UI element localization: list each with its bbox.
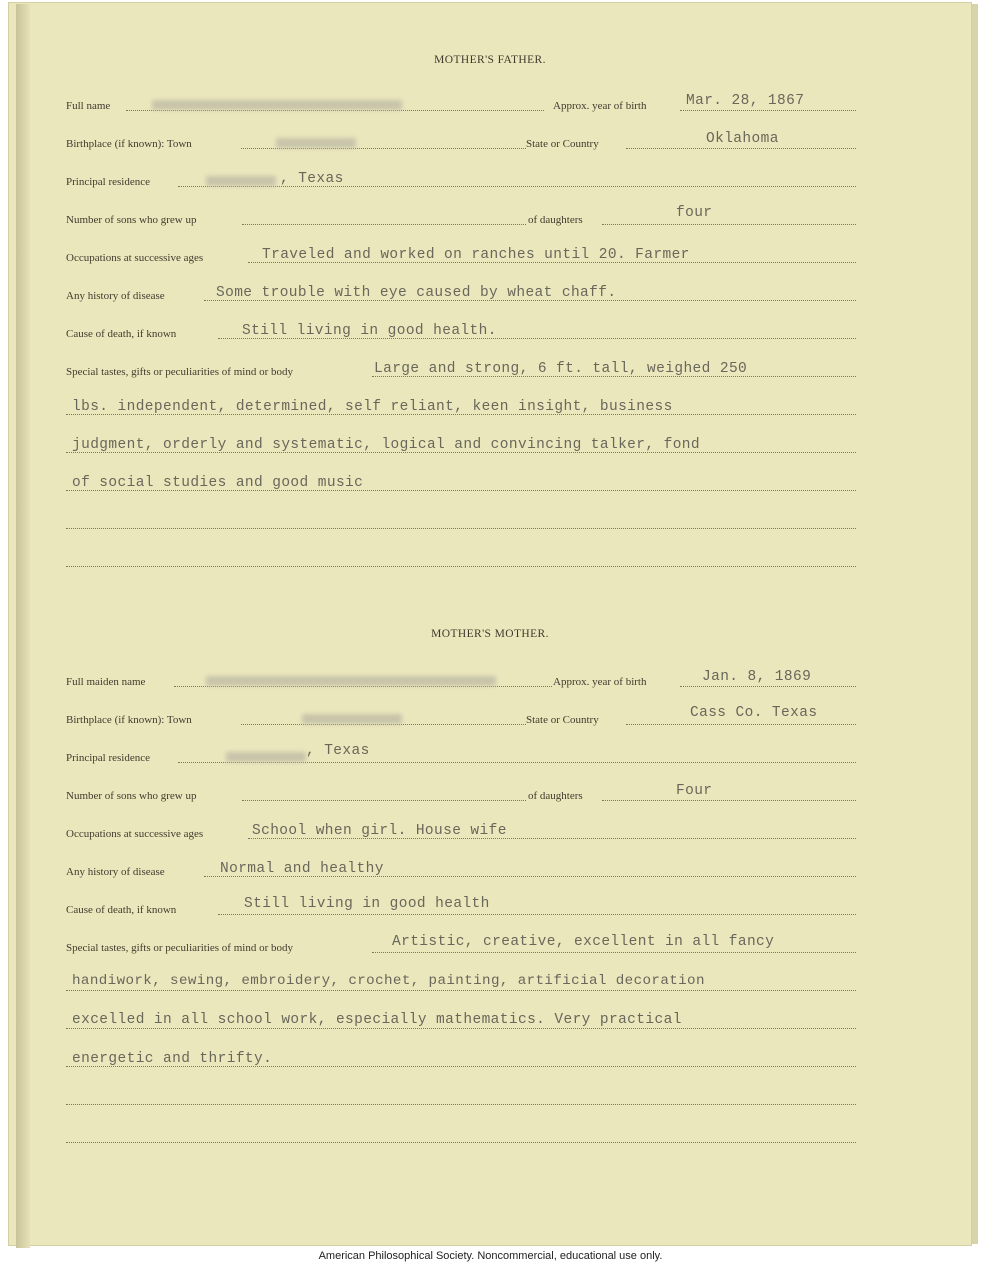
mf-tastes-line-3-row	[66, 434, 856, 456]
binding-edge	[16, 4, 30, 1248]
mm-tastes-line-5	[66, 1104, 856, 1105]
mf-disease-value: Some trouble with eye caused by wheat chaff.	[216, 285, 617, 301]
mm-residence-row	[66, 744, 856, 766]
mm-occupations-label: Occupations at successive ages	[66, 828, 204, 840]
mf-tastes-row	[66, 358, 856, 380]
mf-tastes-line-6	[66, 566, 856, 567]
mf-tastes-label: Special tastes, gifts or peculiarities of mind or body	[66, 366, 293, 378]
mf-tastes-value-2: lbs. independent, determined, self reliant, keen insight, business	[72, 399, 673, 415]
mm-daughters-line	[602, 800, 856, 801]
mm-birthplace-row	[66, 706, 856, 728]
mm-tastes-line-1	[372, 952, 856, 953]
mf-birthplace-row	[66, 130, 856, 152]
mf-death-row	[66, 320, 856, 342]
mm-tastes-line-2-row	[66, 972, 856, 994]
mm-tastes-line-2	[66, 990, 856, 991]
mf-tastes-value-3: judgment, orderly and systematic, logical and convincing talker, fond	[72, 437, 700, 453]
mm-full-name-line	[174, 686, 554, 687]
form-sheet	[8, 2, 972, 1246]
mf-tastes-line-5-row	[66, 510, 856, 532]
mf-state-label: State or Country	[526, 138, 599, 150]
mm-tastes-line-6-row	[66, 1124, 856, 1146]
mm-death-row	[66, 896, 856, 918]
mf-birthplace-label: Birthplace (if known): Town	[66, 138, 192, 150]
mm-children-row	[66, 782, 856, 804]
mm-disease-label: Any history of disease	[66, 866, 165, 878]
mm-birth-year-line	[680, 686, 856, 687]
mm-sons-line	[242, 800, 526, 801]
mf-residence-label: Principal residence	[66, 176, 150, 188]
mm-state-value: Cass Co. Texas	[690, 705, 818, 721]
mf-sons-label: Number of sons who grew up	[66, 214, 197, 226]
mf-birth-year-value: Mar. 28, 1867	[686, 93, 805, 109]
mm-tastes-line-6	[66, 1142, 856, 1143]
mf-daughters-value: four	[676, 205, 713, 221]
mm-full-name-row	[66, 668, 856, 690]
mf-residence-row	[66, 168, 856, 190]
mf-daughters-line	[602, 224, 856, 225]
mm-full-name-label: Full maiden name	[66, 676, 146, 688]
mm-tastes-label: Special tastes, gifts or peculiarities of mind or body	[66, 942, 293, 954]
mm-full-name-redacted	[206, 676, 496, 686]
mm-residence-label: Principal residence	[66, 752, 150, 764]
mf-town-line	[241, 148, 526, 149]
mm-birth-year-label: Approx. year of birth	[553, 676, 647, 688]
mf-full-name-row	[66, 92, 856, 114]
mf-death-label: Cause of death, if known	[66, 328, 177, 340]
mf-sons-line	[242, 224, 526, 225]
mm-residence-redacted	[226, 752, 306, 762]
mf-occupations-row	[66, 244, 856, 266]
mm-tastes-value-3: excelled in all school work, especially mathematics. Very practical	[72, 1012, 682, 1028]
mm-town-line	[241, 724, 526, 725]
mm-disease-value: Normal and healthy	[220, 861, 384, 877]
mm-residence-value: , Texas	[306, 743, 370, 759]
mm-tastes-line-4-row	[66, 1048, 856, 1070]
archive-footer: American Philosophical Society. Noncommercial, educational use only.	[318, 1250, 663, 1262]
mf-tastes-line-5	[66, 528, 856, 529]
mf-children-row	[66, 206, 856, 228]
mf-occupations-label: Occupations at successive ages	[66, 252, 204, 264]
mf-residence-value: , Texas	[280, 171, 344, 187]
mm-death-label: Cause of death, if known	[66, 904, 177, 916]
mm-death-line	[218, 914, 856, 915]
mm-birthplace-label: Birthplace (if known): Town	[66, 714, 192, 726]
mm-daughters-label: of daughters	[528, 790, 583, 802]
mf-tastes-line-6-row	[66, 548, 856, 570]
mf-state-line	[626, 148, 856, 149]
mf-tastes-value-1: Large and strong, 6 ft. tall, weighed 250	[374, 361, 748, 377]
mm-disease-row	[66, 858, 856, 880]
mf-full-name-label: Full name	[66, 100, 111, 112]
mm-occupations-value: School when girl. House wife	[252, 823, 507, 839]
mm-residence-line	[178, 762, 856, 763]
mm-daughters-value: Four	[676, 783, 713, 799]
mf-occupations-value: Traveled and worked on ranches until 20. Farmer	[262, 247, 690, 263]
mm-tastes-value-4: energetic and thrifty.	[72, 1051, 273, 1067]
mf-tastes-line-4-row	[66, 472, 856, 494]
mm-tastes-line-5-row	[66, 1086, 856, 1108]
mf-state-value: Oklahoma	[706, 131, 779, 147]
mm-town-redacted	[302, 714, 402, 724]
mf-town-redacted	[276, 138, 356, 148]
mf-tastes-value-4: of social studies and good music	[72, 475, 364, 491]
mf-death-value: Still living in good health.	[242, 323, 497, 339]
mf-birth-year-label: Approx. year of birth	[553, 100, 647, 112]
mm-birth-year-value: Jan. 8, 1869	[702, 669, 812, 685]
mm-state-label: State or Country	[526, 714, 599, 726]
section-heading-mothers-father: MOTHER'S FATHER.	[434, 54, 546, 66]
mm-tastes-row	[66, 934, 856, 956]
section-heading-mothers-mother: MOTHER'S MOTHER.	[431, 628, 549, 640]
mf-residence-redacted	[206, 176, 276, 186]
mf-birth-year-line	[680, 110, 856, 111]
mf-full-name-line	[126, 110, 544, 111]
mf-daughters-label: of daughters	[528, 214, 583, 226]
mm-tastes-value-1: Artistic, creative, excellent in all fancy	[392, 934, 775, 950]
mm-occupations-row	[66, 820, 856, 842]
mm-state-line	[626, 724, 856, 725]
mm-tastes-value-2: handiwork, sewing, embroidery, crochet, painting, artificial decoration	[72, 973, 705, 989]
mf-disease-label: Any history of disease	[66, 290, 165, 302]
page-edge	[972, 4, 978, 1244]
mf-full-name-redacted	[152, 100, 402, 110]
mm-sons-label: Number of sons who grew up	[66, 790, 197, 802]
mm-tastes-line-3	[66, 1028, 856, 1029]
mf-tastes-line-2-row	[66, 396, 856, 418]
mm-tastes-line-3-row	[66, 1010, 856, 1032]
mf-disease-row	[66, 282, 856, 304]
mm-death-value: Still living in good health	[244, 896, 490, 912]
